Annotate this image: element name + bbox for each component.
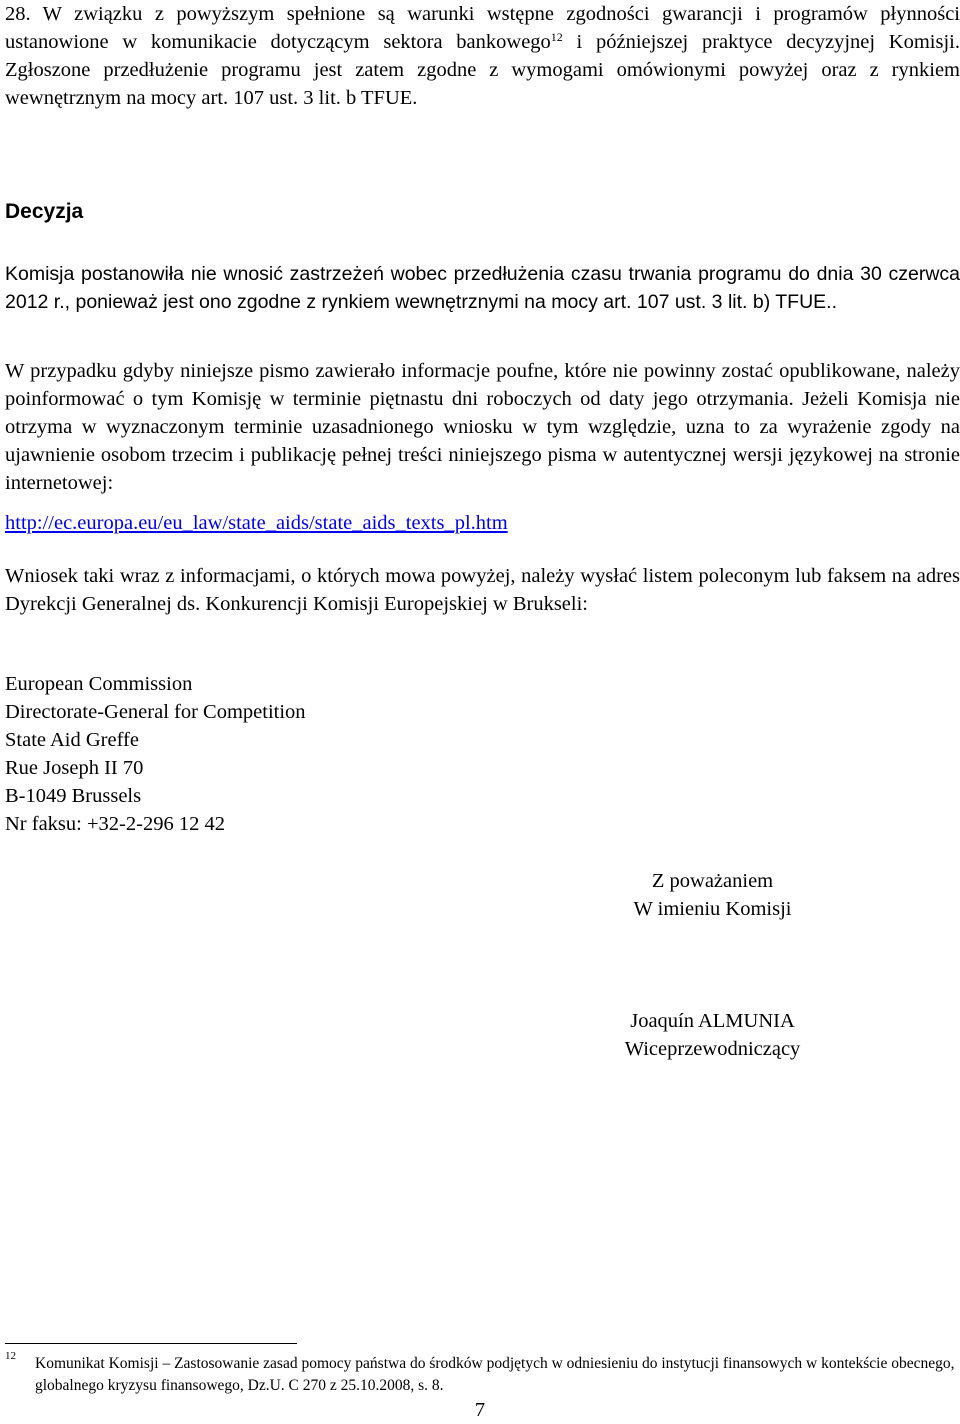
paragraph-28-text-continued: i późniejszej praktyce decyzyjnej Komisji. Zgłoszone przedłużenie programu jest zatem zgodne z wymogami omówionymi powyżej oraz z rynkiem wewnętrznym na mocy art. 107 ust. 3 lit. b TFUE.: [5, 31, 960, 109]
fax-number: Nr faksu: +32-2-296 12 42: [5, 813, 225, 835]
page-number: 7: [474, 1399, 486, 1421]
address-line: Directorate-General for Competition: [5, 701, 306, 723]
closing-regards: Z poważaniem: [651, 870, 774, 892]
decision-paragraph: Komisja postanowiła nie wnosić zastrzeżeń wobec przedłużenia czasu trwania programu do dnia 30 czerwca 2012 r., ponieważ jest ono zgodne z rynkiem wewnętrznymi na mocy art. 107 ust. 3 lit. b) TFUE..: [5, 263, 960, 313]
footnote-separator: [5, 1343, 297, 1344]
state-aid-texts-link[interactable]: http://ec.europa.eu/eu_law/state_aids/state_aids_texts_pl.htm: [5, 512, 508, 534]
address-block: [5, 670, 306, 838]
closing-block: [560, 867, 865, 923]
request-paragraph: Wniosek taki wraz z informacjami, o których mowa powyżej, należy wysłać listem poleconym lub faksem na adres Dyrekcji Generalnej ds. Konkurencji Komisji Europejskiej w Brukseli:: [5, 565, 960, 615]
signer-title: Wiceprzewodniczący: [624, 1038, 801, 1060]
section-heading-decision: Decyzja: [5, 200, 84, 223]
paragraph-28-text: 28. W związku z powyższym spełnione są warunki wstępne zgodności gwarancji i programów płynności ustanowione w komunikacie dotyczącym sektora bankowego: [5, 3, 960, 53]
address-line: European Commission: [5, 673, 193, 695]
closing-on-behalf: W imieniu Komisji: [633, 898, 792, 920]
signature-block: [560, 1007, 865, 1063]
footnote-text: Komunikat Komisji – Zastosowanie zasad pomocy państwa do środków podjętych w odniesieniu do instytucji finansowych w kontekście obecnego, globalnego kryzysu finansowego, Dz.U. C 270 z 25.10.2008, s. 8.: [35, 1355, 955, 1394]
address-line: B-1049 Brussels: [5, 785, 142, 807]
paragraph-28: [5, 0, 960, 112]
address-line: Rue Joseph II 70: [5, 757, 144, 779]
signer-name: Joaquín ALMUNIA: [630, 1010, 795, 1032]
footnote-number: 12: [5, 1350, 16, 1362]
address-line: State Aid Greffe: [5, 729, 139, 751]
footnote-12: [5, 1350, 960, 1397]
confidentiality-paragraph: W przypadku gdyby niniejsze pismo zawierało informacje poufne, które nie powinny zostać opublikowane, należy poinformować o tym Komisję w terminie piętnastu dni roboczych od daty jego otrzymania. Jeżeli Komisja nie otrzyma w wyznaczonym terminie uzasadnionego wniosku w tym względzie, uzna to za wyrażenie zgody na ujawnienie osobom trzecim i publikację pełnej treści niniejszego pisma w autentycznej wersji językowej na stronie internetowej:: [5, 360, 960, 494]
footnote-reference[interactable]: 12: [550, 30, 563, 44]
